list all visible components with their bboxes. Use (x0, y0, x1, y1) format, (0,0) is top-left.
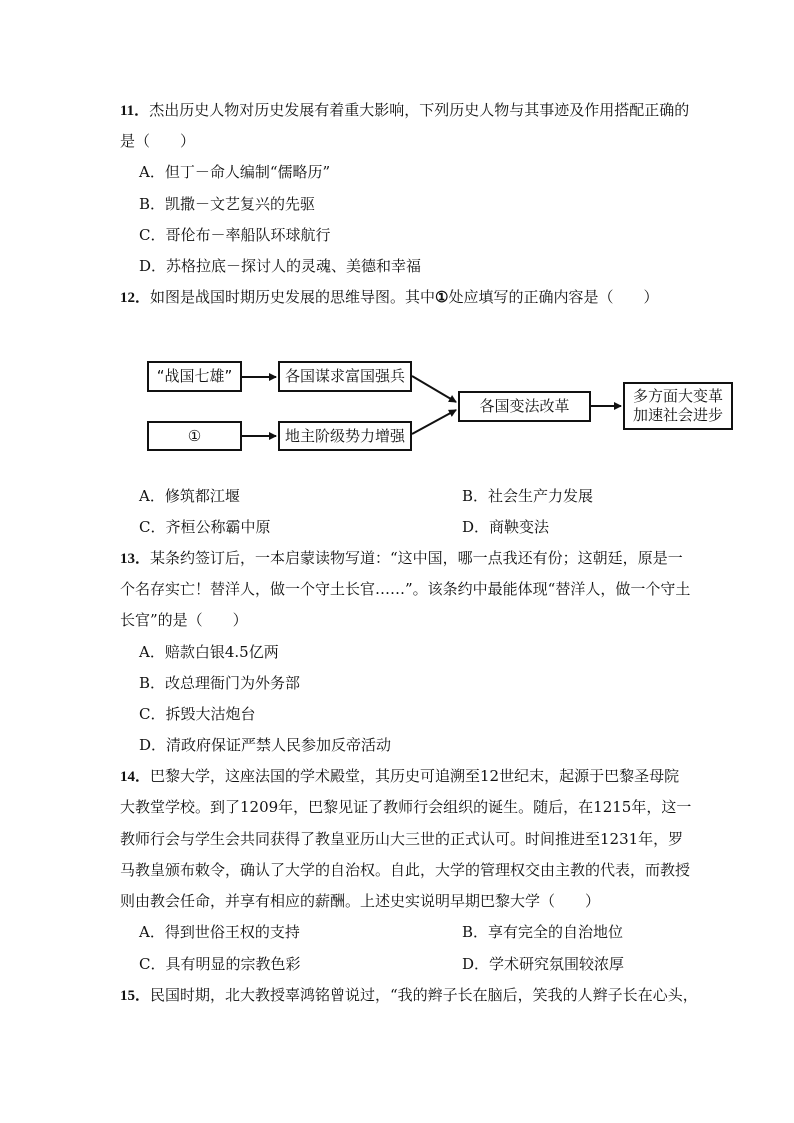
q12-number: 12． (120, 290, 151, 306)
q14-stem-text: 巴黎大学，这座法国的学术殿堂，其历史可追溯至12世纪末，起源于巴黎圣母院 (150, 767, 680, 785)
q12-option-a: A．修筑都江堰 (139, 487, 240, 505)
q15-number: 15． (120, 988, 151, 1004)
q11-option-d: D．苏格拉底－探讨人的灵魂、美德和幸福 (139, 257, 422, 275)
q13-stem-line3: 长官”的是（ ） (120, 611, 248, 629)
q13-option-b: B．改总理衙门为外务部 (139, 674, 301, 692)
q13-option-c: C．拆毁大沽炮台 (139, 705, 256, 723)
q13-number: 13． (120, 551, 151, 567)
q14-option-b: B．享有完全的自治地位 (462, 923, 624, 941)
box-dizhu-jieji: 地主阶级势力增强 (278, 421, 412, 451)
box-zhanguo-qixiong: “战国七雄” (147, 361, 242, 392)
q11-stem-line2: 是（ ） (120, 132, 196, 150)
q14-option-d: D．学术研究氛围较浓厚 (462, 955, 625, 973)
q15-stem-text: 民国时期，北大教授辜鸿铭曾说过，“我的辫子长在脑后，笑我的人辫子长在心头， (150, 986, 698, 1004)
q14-stem-line3: 教师行会与学生会共同获得了教皇亚历山大三世的正式认可。时间推进至1231年，罗 (120, 830, 684, 848)
q15-stem-line1 (120, 985, 698, 1006)
q12-option-b: B．社会生产力发展 (462, 487, 594, 505)
q14-option-a: A．得到世俗王权的支持 (139, 923, 300, 941)
q12-option-c: C．齐桓公称霸中原 (139, 518, 271, 536)
q13-option-a: A．赔款白银4.5亿两 (139, 643, 279, 661)
q12-circled-one: ① (435, 288, 449, 306)
q13-stem-text: 某条约签订后，一本启蒙读物写道：“这中国，哪一点我还有份；这朝廷，原是一 (150, 549, 683, 567)
q12-option-d: D．商鞅变法 (462, 518, 550, 536)
box-fuguo-qiangbing: 各国谋求富国强兵 (278, 361, 412, 392)
q11-option-c: C．哥伦布－率船队环球航行 (139, 226, 331, 244)
box-blank-one: ① (147, 421, 242, 451)
q13-stem-line1 (120, 548, 683, 569)
q14-stem-line2: 大教堂学校。到了1209年，巴黎见证了教师行会组织的诞生。随后，在1215年，这一 (120, 798, 692, 816)
arrow-dizhu-to-bianfa (412, 410, 456, 434)
q13-option-d: D．清政府保证严禁人民参加反帝活动 (139, 736, 392, 754)
q11-option-a: A．但丁－命人编制“儒略历” (139, 163, 331, 181)
q11-stem-text: 杰出历史人物对历史发展有着重大影响，下列历史人物与其事迹及作用搭配正确的 (149, 101, 690, 119)
q14-stem-line5: 则由教会任命，并享有相应的薪酬。上述史实说明早期巴黎大学（ ） (120, 892, 601, 910)
q11-number: 11． (120, 103, 150, 119)
arrow-fuguo-to-bianfa (412, 376, 456, 402)
box-da-biange (623, 382, 733, 430)
box-da-biange-line2: 加速社会进步 (632, 406, 723, 424)
q12-stem-text-b: 处应填写的正确内容是（ ） (448, 288, 659, 306)
q11-option-b: B．凯撒－文艺复兴的先驱 (139, 195, 316, 213)
q13-stem-line2: 个名存实亡！替洋人，做一个守土长官……”。该条约中最能体现“替洋人，做一个守土 (120, 580, 691, 598)
q14-number: 14． (120, 769, 151, 785)
box-bianfa-gaige: 各国变法改革 (458, 391, 591, 422)
box-da-biange-line1: 多方面大变革 (632, 387, 723, 405)
q12-stem-text-a: 如图是战国时期历史发展的思维导图。其中 (150, 288, 436, 306)
q14-option-c: C．具有明显的宗教色彩 (139, 955, 301, 973)
q14-stem-line4: 马教皇颁布敕令，确认了大学的自治权。自此，大学的管理权交由主教的代表，而教授 (120, 861, 691, 879)
q14-stem-line1 (120, 766, 679, 787)
